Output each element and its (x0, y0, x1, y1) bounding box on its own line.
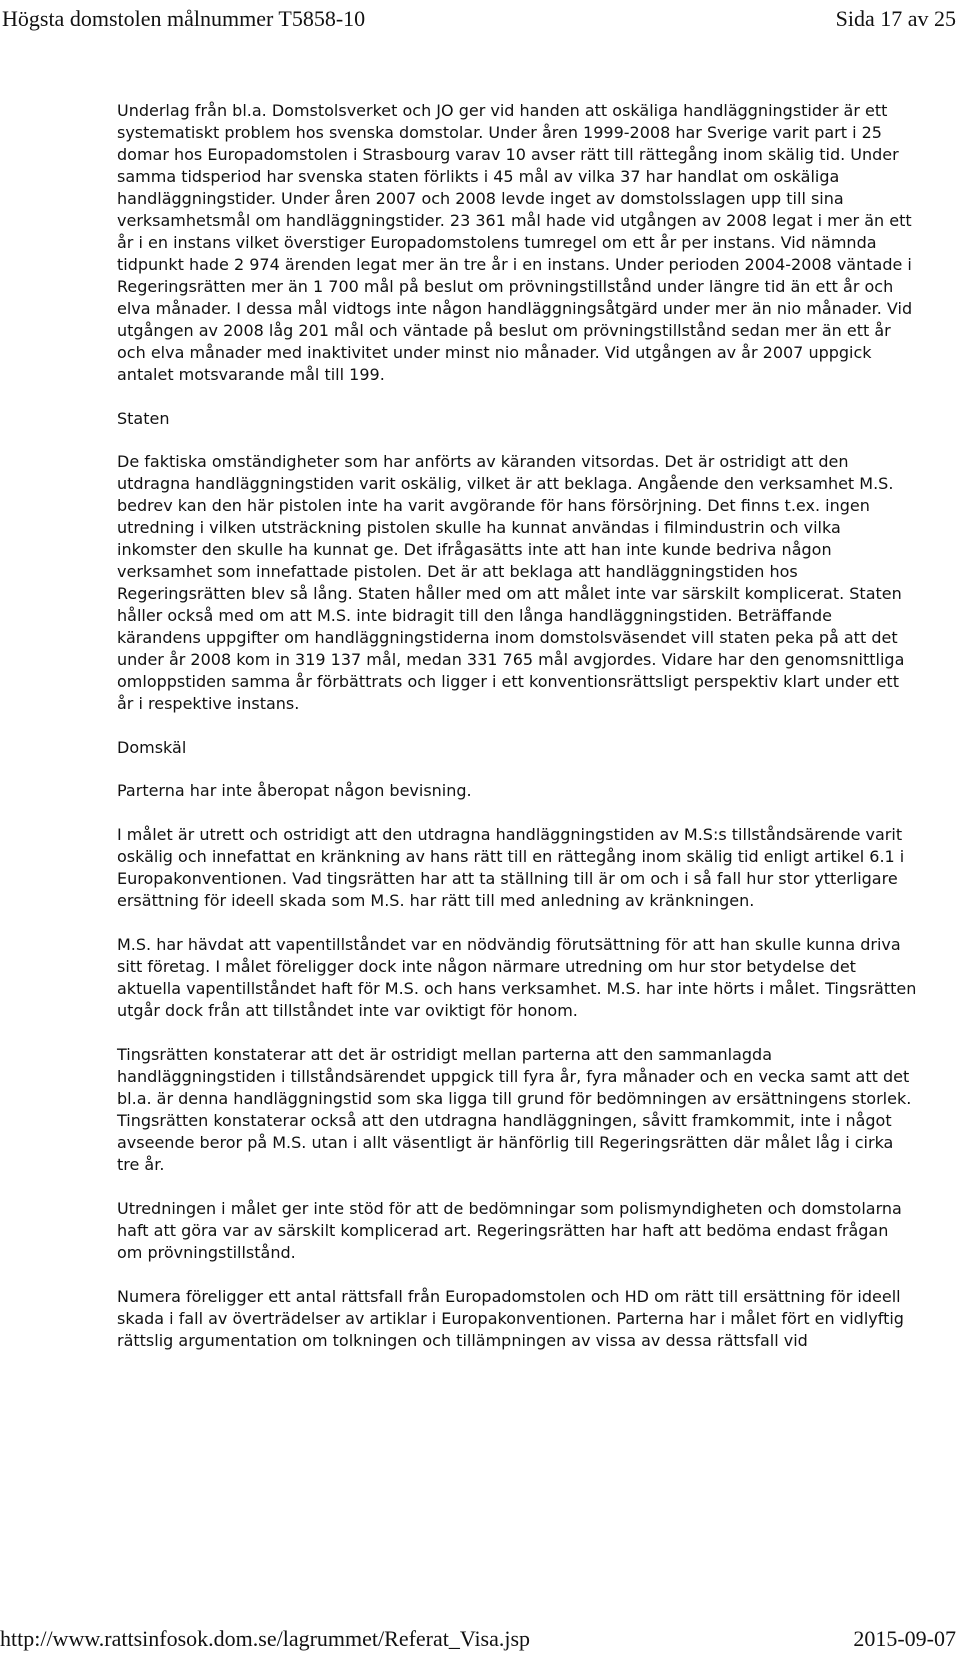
paragraph-vapentillstand: M.S. har hävdat att vapentillståndet var en nödvändig förutsättning för att han skulle kunna driva sitt företag. I målet föreligger dock inte någon närmare utredning om hur stor betydelse det aktuella vapentillståndet haft för M.S. och hans verksamhet. M.S. har inte hörts i målet. Tingsrätten utgår dock från att tillståndet inte var oviktigt för honom. (117, 935, 917, 1020)
paragraph-handlaggningstid: Tingsrätten konstaterar att det är ostridigt mellan parterna att den sammanlagda handläggningstiden i tillståndsärendet uppgick till fyra år, fyra månader och en vecka samt att det bl.a. är denna handläggningstid som ska ligga till grund för bedömningen av ersättningens storlek. Tingsrätten konstaterar också att den utdragna handläggningen, såvitt framkommit, inte i något avseende beror på M.S. utan i allt väsentligt är hänförlig till Regeringsrätten där målet låg i cirka tre år. (117, 1045, 912, 1174)
document-title: Högsta domstolen målnummer T5858-10 (2, 6, 366, 31)
paragraph-bevisning: Parterna har inte åberopat någon bevisning. (117, 781, 472, 800)
source-url-link[interactable]: http://www.rattsinfosok.dom.se/lagrummet/Referat_Visa.jsp (0, 1626, 531, 1651)
document-body (117, 100, 917, 1374)
page-footer (0, 1624, 960, 1654)
page-header (0, 0, 960, 40)
page-number: Sida 17 av 25 (835, 6, 956, 31)
paragraph-underlag: Underlag från bl.a. Domstolsverket och JO ger vid handen att oskäliga handläggningstider är ett systematiskt problem hos svenska domstolar. Under åren 1999-2008 har Sverige varit part i 25 domar hos Europadomstolen i Strasbourg varav 10 avser rätt till rättegång inom skälig tid. Under samma tidsperiod har svenska staten förlikts i 45 mål av vilka 37 har handlat om oskäliga handläggningstider. Under åren 2007 och 2008 levde inget av domstolsslagen upp till sina verksamhetsmål om handläggningstider. 23 361 mål hade vid utgången av 2008 legat i mer än ett år i en instans vilket överstiger Europadomstolens tumregel om ett år per instans. Vid nämnda tidpunkt hade 2 974 ärenden legat mer än tre år i en instans. Under perioden 2004-2008 väntade i Regeringsrätten mer än 1 700 mål på beslut om prövningstillstånd under längre tid än ett år och elva månader. I dessa mål vidtogs inte någon handläggningsåtgärd under mer än nio månader. Vid utgången av 2008 låg 201 mål och väntade på beslut om prövningstillstånd sedan mer än ett år och elva månader med inaktivitet under minst nio månader. Vid utgången av år 2007 uppgick antalet motsvarande mål till 199. (117, 101, 913, 384)
print-date: 2015-09-07 (853, 1626, 956, 1651)
section-heading-domskal: Domskäl (117, 738, 187, 757)
paragraph-utredningen: Utredningen i målet ger inte stöd för att de bedömningar som polismyndigheten och domstolarna haft att göra var av särskilt komplicerad art. Regeringsrätten har haft att bedöma endast frågan om prövningstillstånd. (117, 1199, 902, 1262)
paragraph-staten: De faktiska omständigheter som har anförts av käranden vitsordas. Det är ostridigt att den utdragna handläggningstiden varit oskälig, vilket är att beklaga. Angående den verksamhet M.S. bedrev kan den här pistolen inte ha varit avgörande för hans försörjning. Det finns t.ex. ingen utredning i vilken utsträckning pistolen skulle ha kunnat användas i filmindustrin och vilka inkomster den skulle ha kunnat ge. Det ifrågasätts inte att han inte kunde bedriva någon verksamhet som innefattade pistolen. Det är att beklaga att handläggningstiden hos Regeringsrätten blev så lång. Staten håller med om att målet inte var särskilt komplicerat. Staten håller också med om att M.S. inte bidragit till den långa handläggningstiden. Beträffande kärandens uppgifter om handläggningstiderna inom domstolsväsendet vill staten peka på att det under år 2008 kom in 319 137 mål, medan 331 765 mål avgjordes. Vidare har den genomsnittliga omloppstiden samma år förbättrats och ligger i ett konventionsrättsligt perspektiv klart under ett år i respektive instans. (117, 452, 905, 713)
section-heading-staten: Staten (117, 409, 170, 428)
paragraph-utrett: I målet är utrett och ostridigt att den utdragna handläggningstiden av M.S:s tillståndsärende varit oskälig och innefattat en kränkning av hans rätt till en rättegång inom skälig tid enligt artikel 6.1 i Europakonventionen. Vad tingsrätten har att ta ställning till är om och i så fall hur stor ytterligare ersättning för ideell skada som M.S. har rätt till med anledning av kränkningen. (117, 825, 905, 910)
paragraph-rattsfall: Numera föreligger ett antal rättsfall från Europadomstolen och HD om rätt till ersättning för ideell skada i fall av överträdelser av artiklar i Europakonventionen. Parterna har i målet fört en vidlyftig rättslig argumentation om tolkningen och tillämpningen av vissa av dessa rättsfall vid (117, 1287, 904, 1350)
